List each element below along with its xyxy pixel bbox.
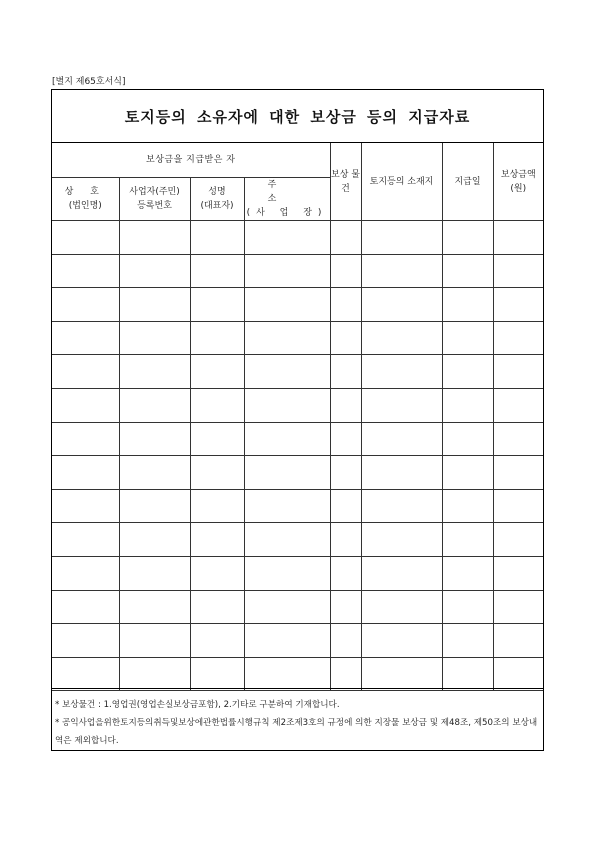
name-cell[interactable] — [190, 523, 244, 557]
payment-date-header: 지급일 — [442, 143, 493, 221]
amount-cell[interactable] — [493, 489, 543, 523]
compensation-payment-form — [51, 89, 544, 751]
table-row — [52, 221, 543, 255]
payment-date-cell[interactable] — [442, 624, 493, 658]
name-header — [190, 178, 244, 221]
payment-date-cell[interactable] — [442, 254, 493, 288]
payment-date-cell[interactable] — [442, 556, 493, 590]
land-location-cell[interactable] — [361, 523, 442, 557]
address-cell[interactable] — [244, 590, 330, 624]
trade-name-cell[interactable] — [52, 355, 119, 389]
table-row — [52, 422, 543, 456]
address-cell[interactable] — [244, 221, 330, 255]
name-cell[interactable] — [190, 388, 244, 422]
amount-cell[interactable] — [493, 321, 543, 355]
land-location-cell[interactable] — [361, 355, 442, 389]
note-exclusions: * 공익사업을위한토지등의취득및보상에관한법률시행규칙 제2조제3호의 규정에 의한 지장물 보상금 및 제48조, 제50조의 보상내역은 제외합니다. — [55, 718, 538, 746]
payment-date-cell[interactable] — [442, 221, 493, 255]
land-location-cell[interactable] — [361, 422, 442, 456]
address-header — [244, 178, 330, 221]
amount-cell[interactable] — [493, 388, 543, 422]
name-cell[interactable] — [190, 254, 244, 288]
compensation-item-cell[interactable] — [330, 624, 361, 658]
business-reg-cell[interactable] — [119, 590, 190, 624]
address-cell[interactable] — [244, 456, 330, 490]
business-reg-cell[interactable] — [119, 456, 190, 490]
address-cell[interactable] — [244, 523, 330, 557]
trade-name-cell[interactable] — [52, 489, 119, 523]
name-cell[interactable] — [190, 657, 244, 691]
payment-date-cell[interactable] — [442, 388, 493, 422]
payment-date-cell[interactable] — [442, 288, 493, 322]
land-location-cell[interactable] — [361, 489, 442, 523]
name-sub-label: (대표자) — [200, 201, 234, 211]
amount-header — [493, 143, 543, 221]
payment-table — [52, 143, 543, 691]
business-reg-header — [119, 178, 190, 221]
amount-cell[interactable] — [493, 657, 543, 691]
name-cell[interactable] — [190, 489, 244, 523]
table-row — [52, 657, 543, 691]
land-location-cell[interactable] — [361, 388, 442, 422]
address-cell[interactable] — [244, 355, 330, 389]
name-cell[interactable] — [190, 422, 244, 456]
table-row — [52, 624, 543, 658]
compensation-item-cell[interactable] — [330, 489, 361, 523]
land-location-cell[interactable] — [361, 657, 442, 691]
payment-date-cell[interactable] — [442, 456, 493, 490]
business-reg-cell[interactable] — [119, 221, 190, 255]
payment-date-cell[interactable] — [442, 422, 493, 456]
address-label: 주 소 — [267, 180, 307, 204]
compensation-item-cell[interactable] — [330, 288, 361, 322]
note-compensation-item: * 보상물건 : 1.영업권(영업손실보상금포함), 2.기타로 구분하여 기재합니다. — [55, 700, 340, 710]
recipient-group-header: 보상금을 지급받은 자 — [52, 143, 330, 178]
table-row — [52, 456, 543, 490]
address-cell[interactable] — [244, 657, 330, 691]
compensation-item-cell[interactable] — [330, 456, 361, 490]
land-location-header: 토지등의 소재지 — [361, 143, 442, 221]
form-number: [별지 제65호서식] — [52, 77, 126, 87]
land-location-cell[interactable] — [361, 221, 442, 255]
business-reg-cell[interactable] — [119, 489, 190, 523]
amount-cell[interactable] — [493, 422, 543, 456]
payment-date-cell[interactable] — [442, 523, 493, 557]
land-location-cell[interactable] — [361, 288, 442, 322]
business-reg-label: 사업자(주민) — [129, 187, 180, 197]
land-location-cell[interactable] — [361, 556, 442, 590]
trade-name-cell[interactable] — [52, 388, 119, 422]
trade-name-sub-label: (법인명) — [68, 201, 102, 211]
business-reg-cell[interactable] — [119, 422, 190, 456]
business-reg-cell[interactable] — [119, 355, 190, 389]
compensation-item-cell[interactable] — [330, 657, 361, 691]
payment-date-cell[interactable] — [442, 657, 493, 691]
business-reg-sub-label: 등록번호 — [137, 201, 172, 211]
trade-name-cell[interactable] — [52, 523, 119, 557]
address-cell[interactable] — [244, 388, 330, 422]
payment-date-cell[interactable] — [442, 321, 493, 355]
address-cell[interactable] — [244, 422, 330, 456]
payment-date-cell[interactable] — [442, 590, 493, 624]
amount-cell[interactable] — [493, 523, 543, 557]
business-reg-cell[interactable] — [119, 624, 190, 658]
address-cell[interactable] — [244, 624, 330, 658]
business-reg-cell[interactable] — [119, 254, 190, 288]
name-cell[interactable] — [190, 355, 244, 389]
name-label: 성명 — [208, 187, 226, 197]
trade-name-cell[interactable] — [52, 221, 119, 255]
amount-header-label: 보상금액 — [500, 169, 536, 180]
name-cell[interactable] — [190, 221, 244, 255]
compensation-item-cell[interactable] — [330, 355, 361, 389]
trade-name-label: 상 호 — [64, 187, 106, 197]
business-reg-cell[interactable] — [119, 523, 190, 557]
payment-date-cell[interactable] — [442, 489, 493, 523]
address-cell[interactable] — [244, 556, 330, 590]
trade-name-cell[interactable] — [52, 556, 119, 590]
amount-cell[interactable] — [493, 221, 543, 255]
table-row — [52, 288, 543, 322]
amount-cell[interactable] — [493, 355, 543, 389]
table-row — [52, 590, 543, 624]
compensation-item-cell[interactable] — [330, 254, 361, 288]
land-location-cell[interactable] — [361, 624, 442, 658]
amount-cell[interactable] — [493, 590, 543, 624]
trade-name-cell[interactable] — [52, 590, 119, 624]
compensation-item-cell[interactable] — [330, 388, 361, 422]
address-cell[interactable] — [244, 288, 330, 322]
table-row — [52, 523, 543, 557]
name-cell[interactable] — [190, 556, 244, 590]
business-reg-cell[interactable] — [119, 556, 190, 590]
address-sub-label: (사 업 장) — [246, 208, 328, 218]
amount-cell[interactable] — [493, 456, 543, 490]
trade-name-cell[interactable] — [52, 624, 119, 658]
trade-name-cell[interactable] — [52, 254, 119, 288]
amount-cell[interactable] — [493, 624, 543, 658]
compensation-item-cell[interactable] — [330, 556, 361, 590]
address-cell[interactable] — [244, 489, 330, 523]
compensation-item-cell[interactable] — [330, 422, 361, 456]
land-location-cell[interactable] — [361, 254, 442, 288]
name-cell[interactable] — [190, 321, 244, 355]
name-cell[interactable] — [190, 288, 244, 322]
amount-cell[interactable] — [493, 254, 543, 288]
compensation-item-cell[interactable] — [330, 321, 361, 355]
payment-date-cell[interactable] — [442, 355, 493, 389]
compensation-item-header: 보상 물건 — [330, 143, 361, 221]
name-cell[interactable] — [190, 456, 244, 490]
table-row — [52, 321, 543, 355]
trade-name-cell[interactable] — [52, 321, 119, 355]
table-row — [52, 254, 543, 288]
land-location-cell[interactable] — [361, 590, 442, 624]
table-row — [52, 556, 543, 590]
notes-section — [52, 688, 543, 750]
trade-name-cell[interactable] — [52, 657, 119, 691]
trade-name-cell[interactable] — [52, 288, 119, 322]
address-cell[interactable] — [244, 321, 330, 355]
table-row — [52, 388, 543, 422]
compensation-item-cell[interactable] — [330, 590, 361, 624]
land-location-cell[interactable] — [361, 456, 442, 490]
name-cell[interactable] — [190, 624, 244, 658]
trade-name-cell[interactable] — [52, 456, 119, 490]
amount-cell[interactable] — [493, 288, 543, 322]
table-row — [52, 489, 543, 523]
land-location-cell[interactable] — [361, 321, 442, 355]
compensation-item-cell[interactable] — [330, 523, 361, 557]
business-reg-cell[interactable] — [119, 657, 190, 691]
name-cell[interactable] — [190, 590, 244, 624]
form-title: 토지등의 소유자에 대한 보상금 등의 지급자료 — [52, 90, 543, 143]
amount-cell[interactable] — [493, 556, 543, 590]
trade-name-cell[interactable] — [52, 422, 119, 456]
trade-name-header — [52, 178, 119, 221]
business-reg-cell[interactable] — [119, 288, 190, 322]
compensation-item-cell[interactable] — [330, 221, 361, 255]
table-row — [52, 355, 543, 389]
amount-header-unit: (원) — [510, 183, 527, 194]
address-cell[interactable] — [244, 254, 330, 288]
business-reg-cell[interactable] — [119, 388, 190, 422]
business-reg-cell[interactable] — [119, 321, 190, 355]
